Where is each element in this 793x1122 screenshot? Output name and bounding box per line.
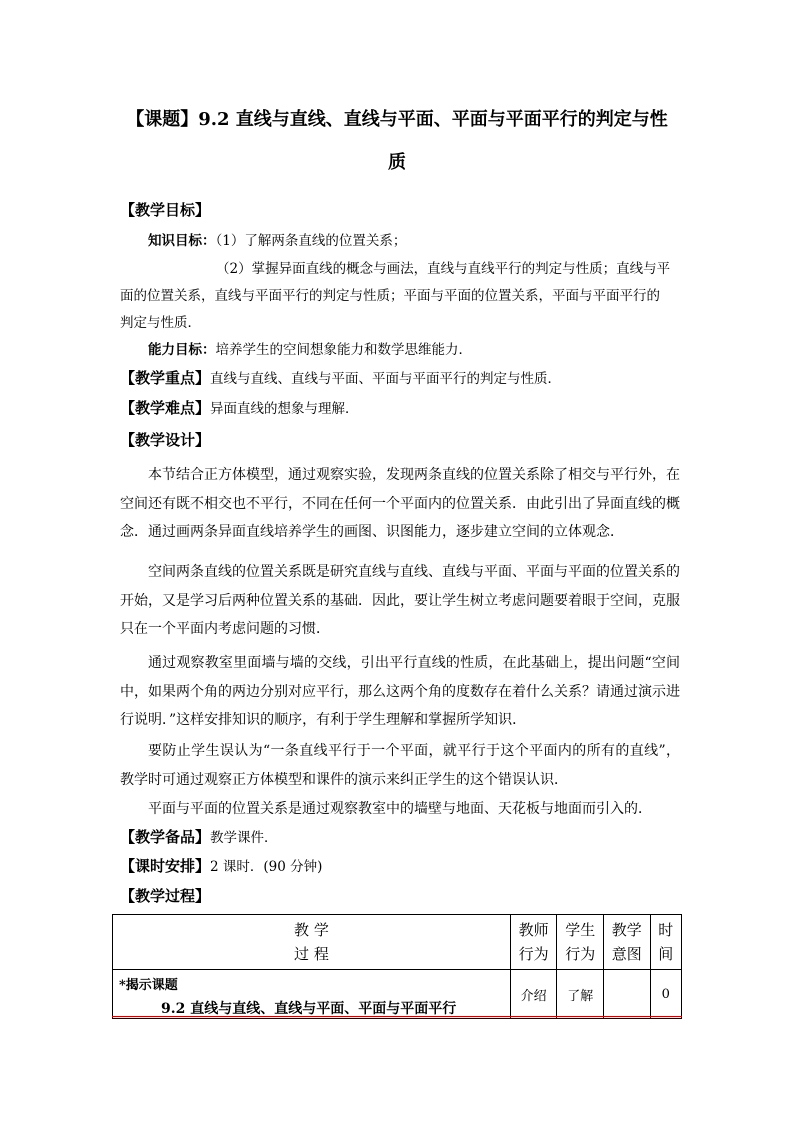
materials [120, 827, 278, 848]
key-points-text: 直线与直线、直线与平面、平面与平面平行的判定与性质． [210, 371, 562, 387]
page-cut-line [112, 1016, 682, 1017]
knowledge-goal-3: 面的位置关系，直线与平面平行的判定与性质；平面与平面的位置关系，平面与平面平行的 [120, 288, 660, 304]
process-table-header [113, 915, 682, 970]
difficulties-label: 【教学难点】 [120, 399, 211, 417]
knowledge-goal-4: 判定与性质． [120, 315, 201, 331]
header-teacher-line-1: 教师 [518, 921, 549, 939]
process-section-title: *揭示课题 [119, 978, 178, 993]
header-process [113, 915, 511, 970]
key-points-label: 【教学重点】 [120, 369, 211, 387]
teacher-action: 介绍 [510, 970, 557, 1019]
process-table [112, 914, 682, 1019]
header-student-line-2: 行为 [565, 945, 596, 963]
header-teacher-line-2: 行为 [518, 945, 549, 963]
materials-label: 【教学备品】 [120, 828, 211, 846]
schedule-label: 【课时安排】 [120, 857, 211, 875]
header-intent-line-2: 意图 [611, 945, 642, 963]
time-value: 0 [650, 970, 681, 1019]
header-process-line-2: 过 程 [294, 945, 329, 963]
header-time [650, 915, 681, 970]
design-paragraph-4: 要防止学生误认为“一条直线平行于一个平面，就平行于这个平面内的所有的直线”，教学时可通过观察正方体模型和课件的演示来纠正学生的这个错误认识． [120, 743, 680, 788]
materials-text: 教学课件． [210, 830, 278, 846]
header-intent [604, 915, 651, 970]
schedule [120, 856, 322, 877]
design-heading: 【教学设计】 [120, 431, 211, 449]
design-paragraph-1: 本节结合正方体模型，通过观察实验，发现两条直线的位置关系除了相交与平行外，在空间还有既不相交也不平行，不同在任何一个平面内的位置关系．由此引出了异面直线的概念．通过画两条异面直线培养学生的画图、识图能力，逐步建立空间的立体观念． [120, 467, 680, 541]
process-heading: 【教学过程】 [120, 887, 211, 905]
header-intent-line-1: 教学 [611, 921, 642, 939]
header-time-line-1: 时 [658, 921, 674, 939]
page-title-line-1: 【课题】9.2 直线与直线、直线与平面、平面与平面平行的判定与性 [126, 109, 668, 130]
table-row [113, 970, 682, 1019]
header-student-line-1: 学生 [565, 921, 596, 939]
design-paragraph-5: 平面与平面的位置关系是通过观察教室中的墙壁与地面、天花板与地面而引入的． [148, 801, 652, 817]
teaching-intent [604, 970, 651, 1019]
page-title-line-2: 质 [388, 152, 406, 173]
header-student [557, 915, 604, 970]
header-process-line-1: 教 学 [294, 921, 329, 939]
difficulties [120, 398, 359, 419]
knowledge-goal-label: 知识目标： [148, 233, 216, 249]
schedule-text: 2 课时．(90 分钟) [210, 859, 323, 875]
knowledge-goal-line-1 [148, 231, 406, 251]
key-points [120, 368, 561, 389]
ability-goal [148, 340, 472, 360]
design-paragraph-3: 通过观察教室里面墙与墙的交线，引出平行直线的性质，在此基础上，提出问题“空间中，如果两个角的两边分别对应平行，那么这两个角的度数存在着什么关系？请通过演示进行说明．”这样安排知识的顺序，有利于学生理解和掌握所学知识． [120, 655, 680, 729]
ability-goal-text: 培养学生的空间想象能力和数学思维能力． [215, 342, 472, 358]
ability-goal-label: 能力目标： [148, 342, 216, 358]
design-paragraph-2: 空间两条直线的位置关系既是研究直线与直线、直线与平面、平面与平面的位置关系的开始，又是学习后两种位置关系的基础．因此，要让学生树立考虑问题要着眼于空间，克服只在一个平面内考虑问题的习惯． [120, 564, 680, 638]
knowledge-goal-2: （2）掌握异面直线的概念与画法，直线与直线平行的判定与性质；直线与平 [216, 261, 671, 277]
header-teacher [510, 915, 557, 970]
student-action: 了解 [557, 970, 604, 1019]
header-time-line-2: 间 [658, 945, 674, 963]
knowledge-goal-1: （1）了解两条直线的位置关系； [215, 233, 407, 249]
difficulties-text: 异面直线的想象与理解． [210, 401, 359, 417]
process-subtitle: 9.2 直线与直线、直线与平面、平面与平面平行 [161, 1001, 457, 1017]
goals-heading: 【教学目标】 [120, 201, 211, 219]
process-cell [113, 970, 511, 1019]
